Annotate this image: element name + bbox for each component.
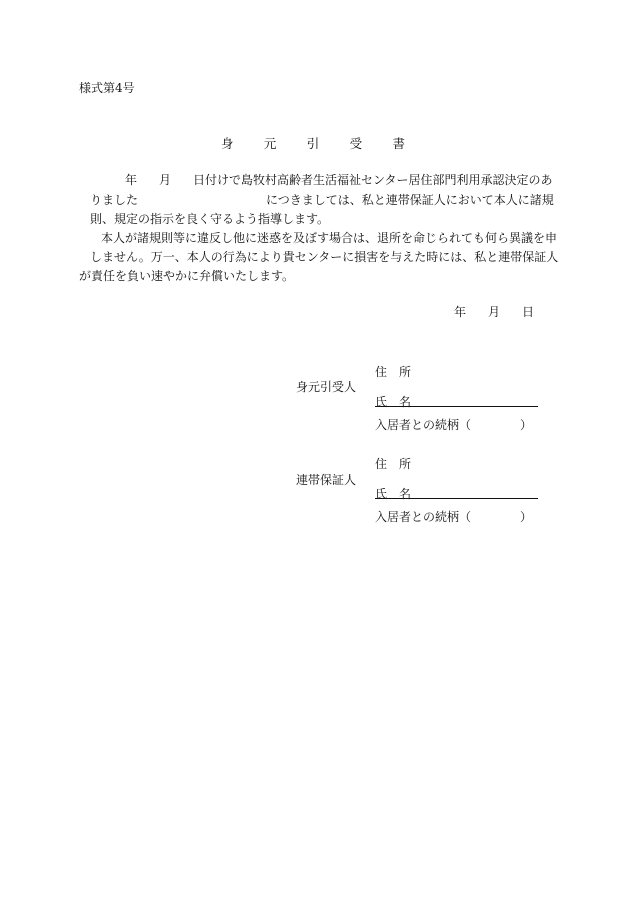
body-line-2-start: りました bbox=[90, 193, 139, 207]
guarantor-1-name-label: 氏 名 bbox=[375, 395, 412, 409]
guarantor-2-relation-label: 入居者との続柄（ bbox=[375, 510, 472, 524]
signing-date bbox=[454, 306, 534, 318]
guarantor-1-relation-label: 入居者との続柄（ bbox=[375, 418, 472, 432]
body-line-2-text: につきましては、私と連帯保証人において本人に諸規 bbox=[266, 193, 554, 207]
guarantor-2-label: 連帯保証人 bbox=[296, 473, 357, 487]
body-line-5: しません。万一、本人の行為により貴センターに損害を与えた時には、私と連帯保証人 bbox=[90, 250, 559, 264]
guarantor-1-label: 身元引受人 bbox=[296, 380, 357, 394]
title-char: 身 bbox=[221, 136, 234, 151]
guarantor-2-name-line[interactable] bbox=[375, 498, 538, 499]
title-char: 書 bbox=[392, 136, 405, 151]
body-line-1 bbox=[125, 174, 553, 186]
body-line-6: が責任を負い速やかに弁償いたします。 bbox=[79, 269, 295, 283]
guarantor-2-name-label: 氏 名 bbox=[375, 487, 412, 501]
form-number: 様式第4号 bbox=[79, 81, 135, 95]
guarantor-1-relation-close: ） bbox=[520, 418, 533, 432]
title-char: 受 bbox=[349, 136, 363, 151]
date-day-label: 日 bbox=[522, 305, 535, 319]
year-label: 年 bbox=[125, 173, 138, 187]
month-label: 月 bbox=[159, 173, 172, 187]
guarantor-2-relation-close: ） bbox=[520, 510, 533, 524]
body-line-1-text: 日付けで島牧村高齢者生活福祉センター居住部門利用承認決定のあ bbox=[193, 173, 553, 187]
document-title bbox=[221, 138, 405, 151]
date-month-label: 月 bbox=[488, 305, 501, 319]
body-line-4: 本人が諸規則等に違反し他に迷惑を及ぼす場合は、退所を命じられても何ら異議を申 bbox=[101, 231, 558, 245]
body-line-3: 則、規定の指示を良く守るよう指導します。 bbox=[90, 212, 330, 226]
guarantor-2-address-label: 住 所 bbox=[375, 457, 412, 471]
guarantor-1-address-label: 住 所 bbox=[375, 365, 412, 379]
guarantor-1-name-line[interactable] bbox=[375, 406, 538, 407]
date-year-label: 年 bbox=[454, 305, 467, 319]
title-char: 元 bbox=[263, 136, 277, 151]
title-char: 引 bbox=[306, 136, 320, 151]
